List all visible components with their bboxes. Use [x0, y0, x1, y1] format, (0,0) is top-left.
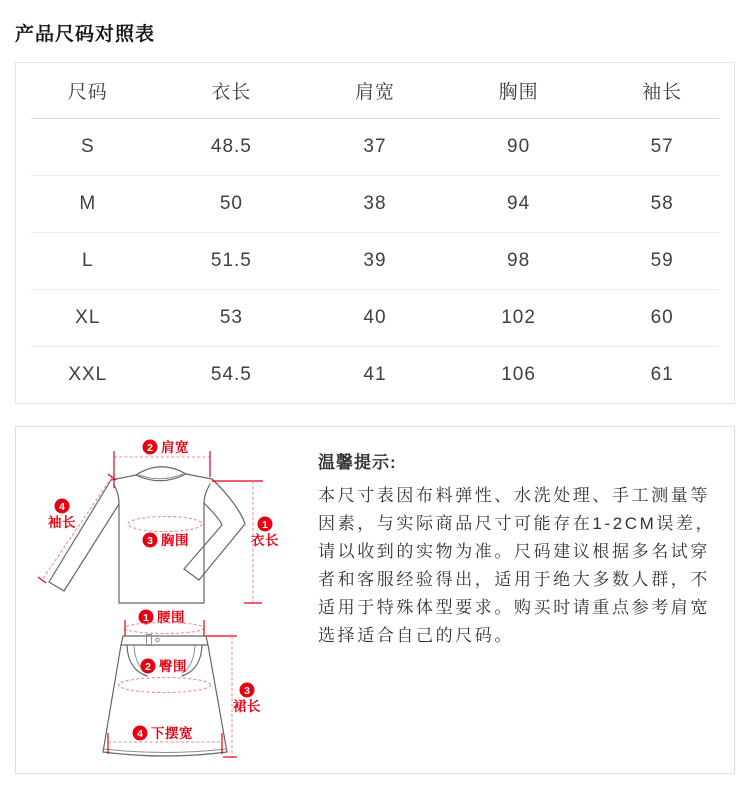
cell-value: 90 [507, 136, 531, 157]
table-row-s [16, 119, 734, 175]
cell-value: 41 [363, 364, 387, 385]
waist-badge: 1 [143, 612, 149, 624]
header-cell-bust: 胸围 [498, 82, 539, 103]
skirt-length-badge: 3 [244, 685, 250, 697]
cell-size: S [80, 136, 95, 157]
shoulder-width-badge: 2 [147, 442, 153, 454]
size-table [15, 62, 735, 404]
cell-value: 53 [219, 307, 243, 328]
svg-text:肩宽: 肩宽 [161, 440, 189, 455]
hip-badge: 2 [145, 661, 151, 673]
tips-body: 本尺寸表因布料弹性、水洗处理、手工测量等因素，与实际商品尺寸可能存在1-2CM误差，请以收到的实物为准。尺码建议根据多名试穿者和客服经验得出，适用于绝大多数人群，不适用于特殊体型要求。购买时请重点参考肩宽选择适合自己的尺码。 [318, 486, 716, 645]
skirt-length-label [233, 683, 261, 715]
measurement-info-box [15, 426, 735, 774]
header-cell-size: 尺码 [67, 82, 108, 103]
cell-value: 54.5 [210, 364, 252, 385]
cell-value: 39 [363, 250, 387, 271]
header-cell-shoulder: 肩宽 [354, 82, 395, 103]
cell-size: M [79, 193, 97, 214]
cell-value: 60 [650, 307, 674, 328]
cell-value: 59 [650, 250, 674, 271]
cell-value: 40 [363, 307, 387, 328]
garment-length-badge: 1 [262, 519, 268, 531]
page-title: 产品尺码对照表 [15, 24, 156, 45]
sleeve-length-label [48, 499, 76, 531]
garment-diagram-svg [16, 427, 316, 773]
cell-size: XL [75, 307, 101, 328]
cell-value: 102 [501, 307, 536, 328]
cell-size: XXL [68, 364, 108, 385]
svg-text:裙长: 裙长 [233, 699, 261, 714]
cell-value: 37 [363, 136, 387, 157]
cell-value: 98 [507, 250, 531, 271]
cell-value: 57 [650, 136, 674, 157]
measurement-diagram [16, 427, 316, 773]
table-header-row [16, 63, 734, 118]
garment-length-label [251, 517, 279, 549]
cell-value: 51.5 [210, 250, 252, 271]
bust-badge: 3 [147, 535, 153, 547]
hem-width-label [133, 725, 194, 741]
cell-value: 94 [507, 193, 531, 214]
table-row-xxl [16, 347, 734, 403]
sleeve-length-badge: 4 [59, 501, 65, 513]
svg-text:袖长: 袖长 [48, 515, 76, 530]
svg-text:胸围: 胸围 [161, 533, 189, 548]
cell-value: 38 [363, 193, 387, 214]
table-row-l [16, 233, 734, 289]
svg-text:臀围: 臀围 [159, 659, 187, 674]
hip-label [141, 658, 188, 674]
header-cell-length: 衣长 [211, 82, 252, 103]
cell-size: L [82, 250, 94, 271]
header-cell-sleeve: 袖长 [642, 82, 683, 103]
table-row-xl [16, 290, 734, 346]
waist-label [139, 609, 186, 625]
cell-value: 61 [650, 364, 674, 385]
shirt-annotations [38, 439, 279, 603]
tips-title: 温馨提示: [318, 453, 397, 472]
cell-value: 48.5 [210, 136, 252, 157]
bust-label [143, 532, 190, 548]
svg-text:下摆宽: 下摆宽 [151, 726, 193, 741]
table-row-m [16, 176, 734, 232]
cell-value: 50 [219, 193, 243, 214]
svg-text:衣长: 衣长 [251, 533, 279, 548]
cell-value: 106 [501, 364, 536, 385]
shoulder-width-label [143, 439, 190, 455]
tips-panel [316, 427, 734, 773]
svg-text:腰围: 腰围 [157, 610, 185, 625]
hem-width-badge: 4 [137, 728, 143, 740]
cell-value: 58 [650, 193, 674, 214]
skirt-annotations [108, 609, 261, 757]
